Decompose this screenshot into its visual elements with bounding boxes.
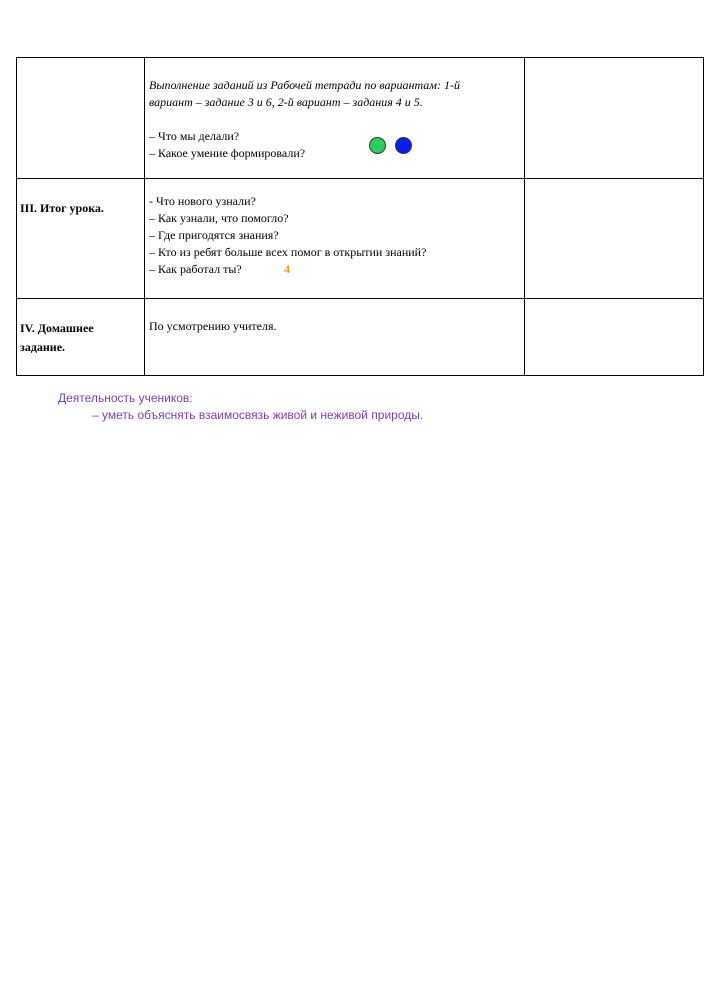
stage-homework-line2: задание. (20, 340, 66, 354)
col-border-right (703, 57, 704, 376)
col-border-1 (144, 57, 145, 376)
col-border-left (16, 57, 17, 376)
activity-title: Деятельность учеников: (58, 391, 193, 405)
task-line-2: вариант – задание 3 и 6, 2-й вариант – задания 4 и 5. (149, 95, 423, 109)
question-skill: – Какое умение формировали? (149, 146, 306, 160)
question-where: – Где пригодятся знания? (149, 228, 279, 242)
green-circle-icon (369, 137, 386, 154)
col-border-2 (524, 57, 525, 376)
row-border-bottom (16, 375, 704, 376)
task-line-1: Выполнение заданий из Рабочей тетради по вариантам: 1-й (149, 78, 460, 92)
blue-circle-icon (395, 137, 412, 154)
question-how: – Как узнали, что помогло? (149, 211, 289, 225)
row-border-1 (16, 178, 704, 179)
question-who-helped: – Кто из ребят больше всех помог в открытии знаний? (149, 245, 427, 259)
row-border-2 (16, 298, 704, 299)
question-how-worked: – Как работал ты? (149, 262, 242, 276)
question-new: - Что нового узнали? (149, 194, 256, 208)
mark-badge: 4 (284, 262, 290, 276)
homework-content: По усмотрению учителя. (149, 319, 277, 333)
row-border-top (16, 57, 704, 58)
stage-summary: III. Итог урока. (20, 201, 104, 215)
stage-homework-line1: IV. Домашнее (20, 321, 94, 335)
question-what-did: – Что мы делали? (149, 129, 240, 143)
activity-item: – уметь объяснять взаимосвязь живой и неживой природы. (92, 408, 424, 422)
